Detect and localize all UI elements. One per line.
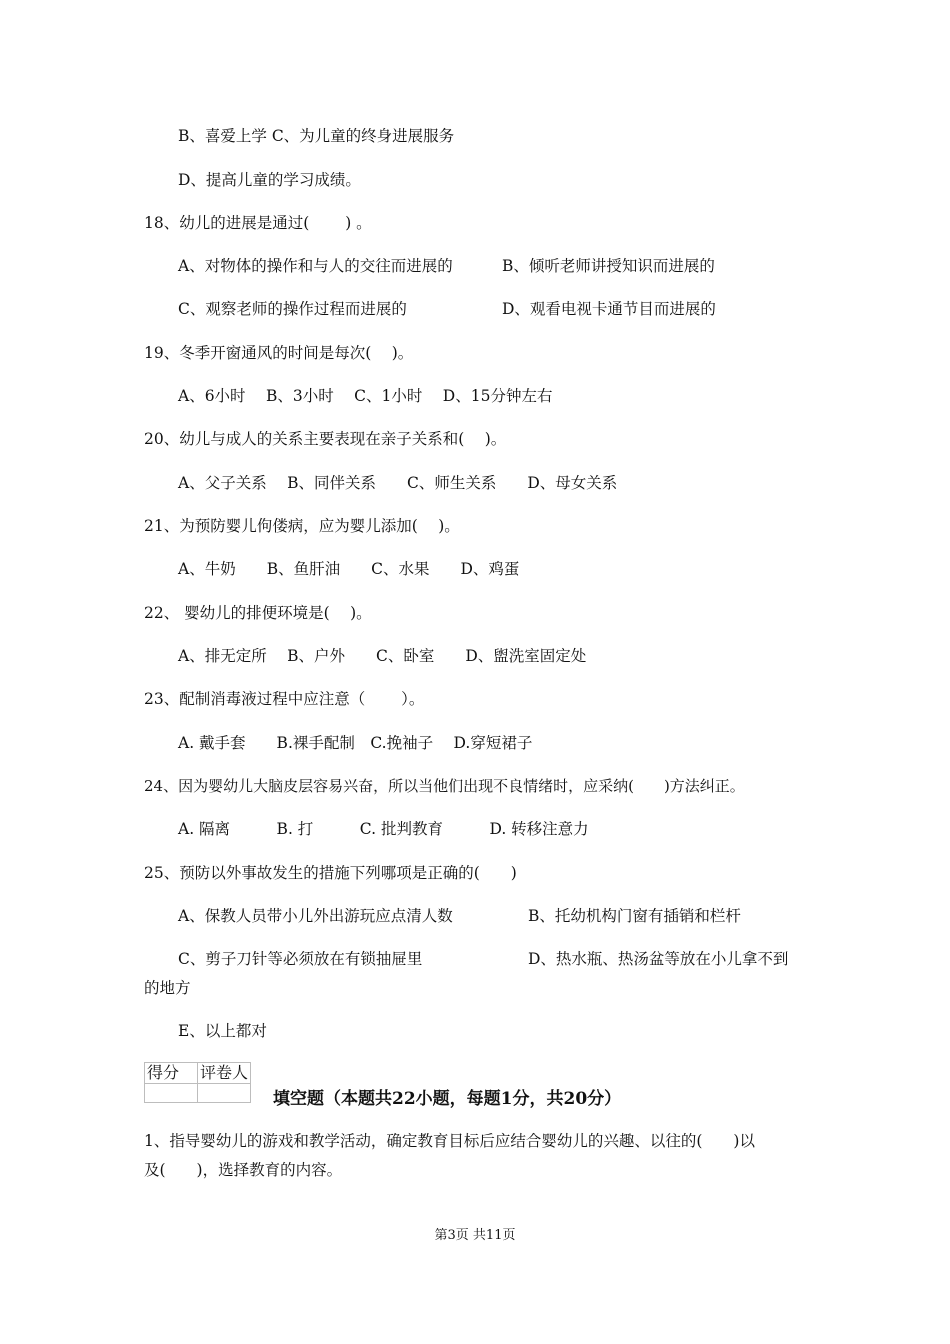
option-line: A、对物体的操作和与人的交往而进展的 (178, 257, 453, 275)
question-18: 18、幼儿的进展是通过( ) 。 (144, 214, 372, 232)
option-line: A、排无定所 B、户外 C、卧室 D、盥洗室固定处 (178, 647, 587, 665)
page-footer: 第3页 共11页 (434, 1228, 516, 1243)
option-line-continued: 的地方 (144, 979, 191, 997)
question-21: 21、为预防婴儿佝偻病，应为婴儿添加( )。 (144, 517, 460, 535)
fill-question-1: 1、指导婴幼儿的游戏和教学活动，确定教育目标后应结合婴幼儿的兴趣、以往的( )以 (144, 1132, 755, 1150)
score-header: 得分 (145, 1063, 198, 1084)
score-cell (145, 1084, 198, 1103)
question-20: 20、幼儿与成人的关系主要表现在亲子关系和( )。 (144, 430, 507, 448)
fill-question-1-continued: 及( )，选择教育的内容。 (144, 1161, 343, 1179)
option-line: D、提高儿童的学习成绩。 (178, 171, 361, 189)
option-line: A、6小时 B、3小时 C、1小时 D、15分钟左右 (178, 387, 553, 405)
option-line: B、托幼机构门窗有插销和栏杆 (528, 907, 741, 925)
question-24: 24、因为婴幼儿大脑皮层容易兴奋，所以当他们出现不良情绪时，应采纳( )方法纠正。 (144, 777, 745, 795)
question-23: 23、配制消毒液过程中应注意（ ）。 (144, 690, 425, 708)
grader-cell (198, 1084, 251, 1103)
option-line: C、观察老师的操作过程而进展的 (178, 300, 407, 318)
option-line: B、喜爱上学 C、为儿童的终身进展服务 (178, 127, 455, 145)
question-19: 19、冬季开窗通风的时间是每次( )。 (144, 344, 414, 362)
option-line: A、保教人员带小儿外出游玩应点清人数 (178, 907, 453, 925)
section-title: 填空题（本题共22小题，每题1分，共20分） (273, 1089, 622, 1109)
option-line: D、热水瓶、热汤盆等放在小儿拿不到 (528, 950, 789, 968)
option-line: D、观看电视卡通节目而进展的 (502, 300, 716, 318)
option-line: A. 隔离 B. 打 C. 批判教育 D. 转移注意力 (178, 820, 589, 838)
option-line: A、牛奶 B、鱼肝油 C、水果 D、鸡蛋 (178, 560, 520, 578)
question-25: 25、预防以外事故发生的措施下列哪项是正确的( ) (144, 864, 517, 882)
grader-header: 评卷人 (198, 1063, 251, 1084)
question-22: 22、 婴幼儿的排便环境是( )。 (144, 604, 372, 622)
option-line: C、剪子刀针等必须放在有锁抽屉里 (178, 950, 423, 968)
option-line: E、以上都对 (178, 1022, 267, 1040)
option-line: A、父子关系 B、同伴关系 C、师生关系 D、母女关系 (178, 474, 618, 492)
option-line: B、倾听老师讲授知识而进展的 (502, 257, 715, 275)
option-line: A. 戴手套 B.裸手配制 C.挽袖子 D.穿短裙子 (178, 734, 533, 752)
score-table (144, 1062, 251, 1103)
